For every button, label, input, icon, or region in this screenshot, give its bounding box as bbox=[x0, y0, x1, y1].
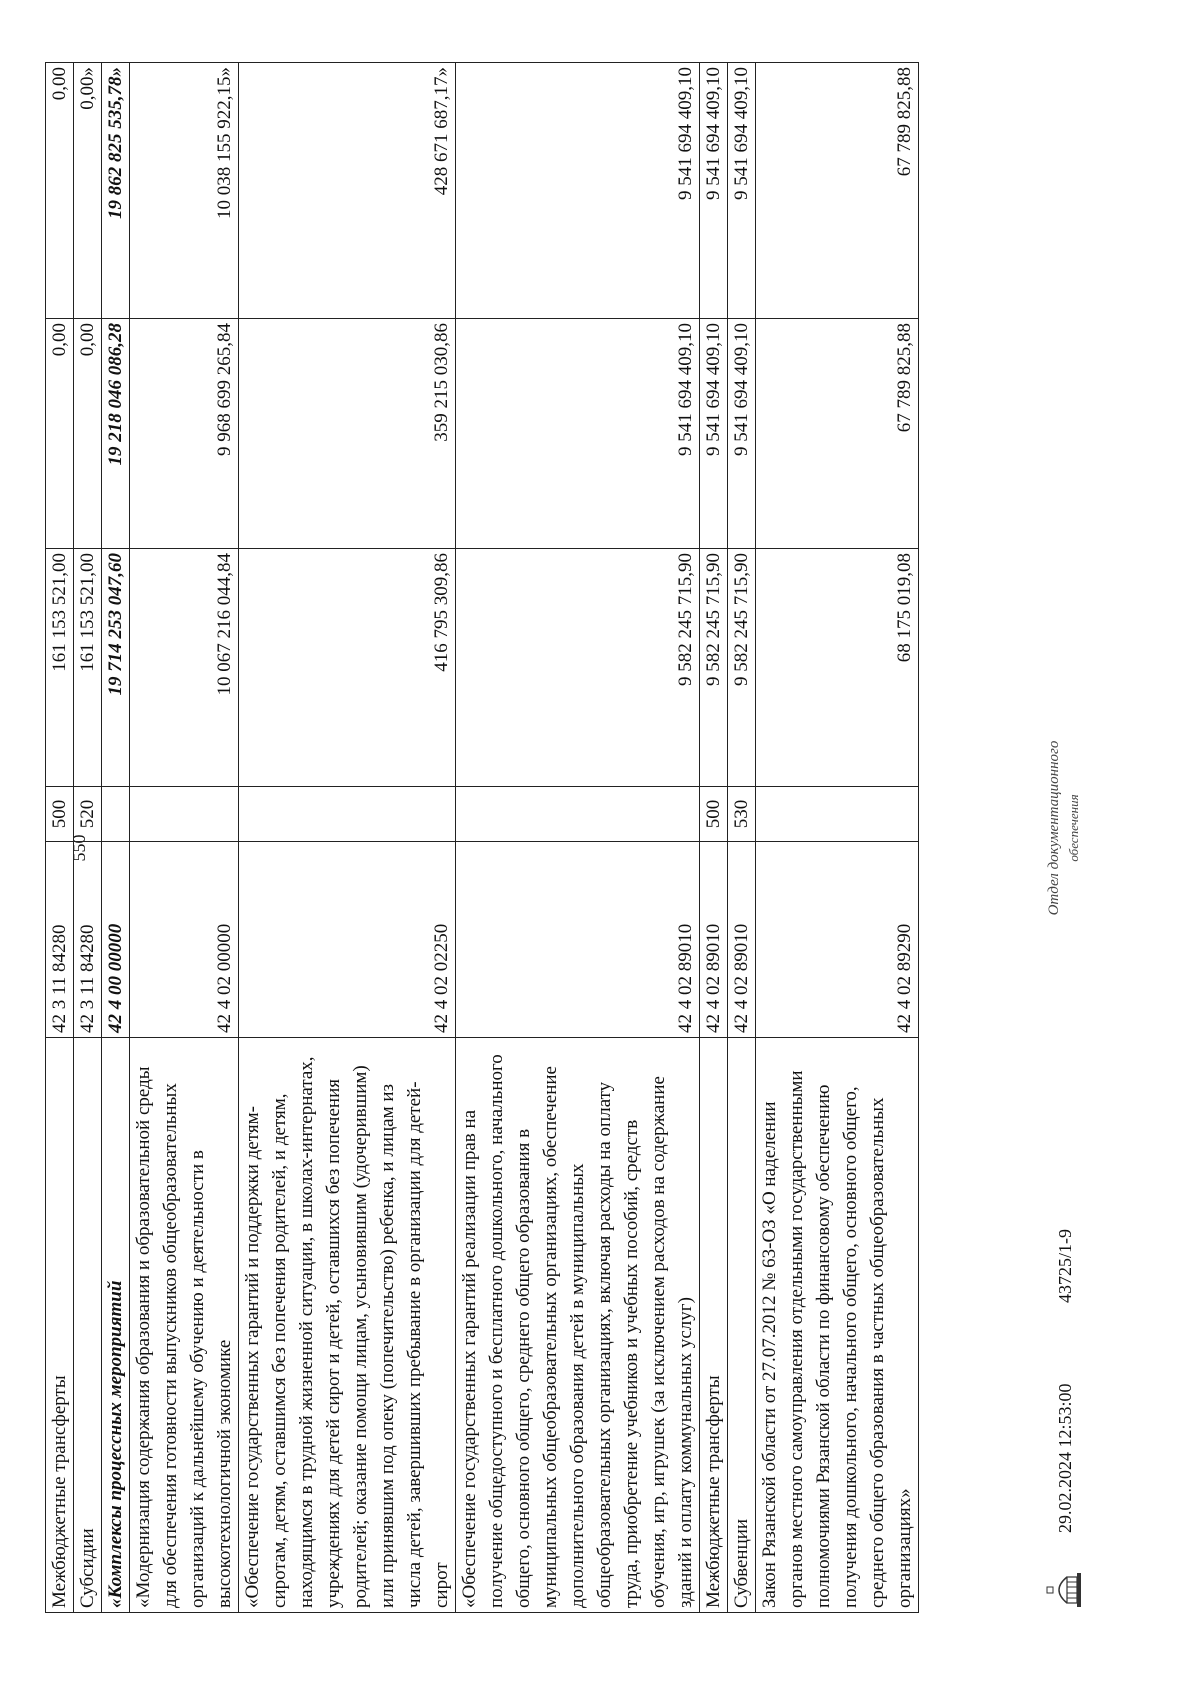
office-stamp bbox=[1045, 663, 1083, 993]
row-amount-2026-cell: 428 671 687,17» bbox=[239, 63, 456, 319]
table-row bbox=[700, 63, 728, 1613]
row-name-cell: Субсидии bbox=[74, 1038, 102, 1613]
row-amount-2025-cell: 9 541 694 409,10 bbox=[728, 319, 756, 549]
stamp-date: 29.02.2024 12:53:00 bbox=[1055, 1383, 1075, 1533]
stamp-document-id: 43725/1-9 bbox=[1055, 1229, 1075, 1303]
row-amount-2025-cell: 9 968 699 265,84 bbox=[130, 319, 239, 549]
row-amount-2025-cell: 19 218 046 086,28 bbox=[102, 319, 130, 549]
row-name-cell: Межбюджетные трансферты bbox=[700, 1038, 728, 1613]
row-name-cell: «Комплексы процессных мероприятий bbox=[102, 1038, 130, 1613]
budget-table bbox=[45, 62, 919, 1613]
document-footer bbox=[1045, 63, 1090, 1613]
row-code-cell: 42 4 02 89010 bbox=[700, 842, 728, 1038]
row-amount-2024-cell: 19 714 253 047,60 bbox=[102, 549, 130, 787]
table-row bbox=[46, 63, 74, 1613]
row-amount-2026-cell: 9 541 694 409,10 bbox=[700, 63, 728, 319]
row-amount-2024-cell: 10 067 216 044,84 bbox=[130, 549, 239, 787]
row-name-cell: Закон Рязанской области от 27.07.2012 № 63-ОЗ «О наделении органов местного самоуправления отдельными государственными полномочиями Рязанской области по финансовому обеспечению получения дошкольного, начального общего, основного общего, среднего общего образования в частных общеобразовательных организациях» bbox=[756, 1038, 919, 1613]
row-expense-type-cell bbox=[130, 787, 239, 842]
row-amount-2025-cell: 0,00 bbox=[46, 319, 74, 549]
row-code-cell: 42 4 02 89010 bbox=[728, 842, 756, 1038]
rotated-page-content bbox=[45, 63, 1090, 1613]
row-amount-2026-cell: 9 541 694 409,10 bbox=[456, 63, 700, 319]
budget-table-body bbox=[46, 63, 919, 1613]
row-amount-2026-cell: 19 862 825 535,78» bbox=[102, 63, 130, 319]
row-expense-type-cell bbox=[756, 787, 919, 842]
row-amount-2024-cell: 9 582 245 715,90 bbox=[728, 549, 756, 787]
row-code-cell: 42 4 02 89010 bbox=[456, 842, 700, 1038]
row-expense-type-cell: 530 bbox=[728, 787, 756, 842]
row-amount-2024-cell: 68 175 019,08 bbox=[756, 549, 919, 787]
row-expense-type-cell bbox=[102, 787, 130, 842]
row-amount-2025-cell: 0,00 bbox=[74, 319, 102, 549]
row-code-cell: 42 4 02 89290 bbox=[756, 842, 919, 1038]
office-stamp-line2: обеспечения bbox=[1066, 794, 1081, 862]
row-expense-type-cell: 500 bbox=[46, 787, 74, 842]
row-expense-type-cell bbox=[456, 787, 700, 842]
table-row bbox=[130, 63, 239, 1613]
table-row bbox=[456, 63, 700, 1613]
table-row bbox=[239, 63, 456, 1613]
row-name-cell: Межбюджетные трансферты bbox=[46, 1038, 74, 1613]
row-name-cell: Субвенции bbox=[728, 1038, 756, 1613]
row-code-cell: 42 4 02 00000 bbox=[130, 842, 239, 1038]
row-name-cell: «Модернизация содержания образования и образовательной среды для обеспечения готовности выпускников общеобразовательных организаций к дальнейшему обучению и деятельности в высокотехнологичной экономике bbox=[130, 1038, 239, 1613]
coat-of-arms-icon bbox=[1045, 1567, 1085, 1613]
page-number: 550 bbox=[69, 834, 89, 862]
row-expense-type-cell: 520 bbox=[74, 787, 102, 842]
row-amount-2026-cell: 67 789 825,88 bbox=[756, 63, 919, 319]
row-amount-2026-cell: 0,00 bbox=[46, 63, 74, 319]
row-amount-2024-cell: 416 795 309,86 bbox=[239, 549, 456, 787]
row-amount-2024-cell: 161 153 521,00 bbox=[74, 549, 102, 787]
row-amount-2024-cell: 9 582 245 715,90 bbox=[700, 549, 728, 787]
table-row bbox=[74, 63, 102, 1613]
row-code-cell: 42 4 00 00000 bbox=[102, 842, 130, 1038]
office-stamp-line1: Отдел документационного bbox=[1046, 740, 1062, 916]
table-row bbox=[102, 63, 130, 1613]
row-expense-type-cell: 500 bbox=[700, 787, 728, 842]
row-amount-2025-cell: 359 215 030,86 bbox=[239, 319, 456, 549]
row-amount-2026-cell: 9 541 694 409,10 bbox=[728, 63, 756, 319]
row-code-cell: 42 3 11 84280 bbox=[46, 842, 74, 1038]
row-amount-2026-cell: 0,00» bbox=[74, 63, 102, 319]
row-code-cell: 42 4 02 02250 bbox=[239, 842, 456, 1038]
row-amount-2025-cell: 67 789 825,88 bbox=[756, 319, 919, 549]
row-amount-2025-cell: 9 541 694 409,10 bbox=[456, 319, 700, 549]
table-row bbox=[728, 63, 756, 1613]
row-amount-2024-cell: 9 582 245 715,90 bbox=[456, 549, 700, 787]
table-row bbox=[756, 63, 919, 1613]
row-expense-type-cell bbox=[239, 787, 456, 842]
row-amount-2024-cell: 161 153 521,00 bbox=[46, 549, 74, 787]
row-name-cell: «Обеспечение государственных гарантий и поддержки детям-сиротам, детям, оставшимся без попечения родителей, и детям, находящимся в трудной жизненной ситуации, в школах-интернатах, учреждениях для детей сирот и детей, оставшихся без попечения родителей; оказание помощи лицам, усыновившим (удочерившим) или принявшим под опеку (попечительство) ребенка, и лицам из числа детей, завершивших пребывание в организации для детей-сирот bbox=[239, 1038, 456, 1613]
row-code-cell: 42 3 11 84280 bbox=[74, 842, 102, 1038]
row-amount-2026-cell: 10 038 155 922,15» bbox=[130, 63, 239, 319]
row-name-cell: «Обеспечение государственных гарантий реализации прав на получение общедоступного и бесплатного дошкольного, начального общего, основного общего, среднего общего образования в муниципальных общеобразовательных организациях, обеспечение дополнительного образования детей в муниципальных общеобразовательных организациях, включая расходы на оплату труда, приобретение учебников и учебных пособий, средств обучения, игр, игрушек (за исключением расходов на содержание зданий и оплату коммунальных услуг) bbox=[456, 1038, 700, 1613]
row-amount-2025-cell: 9 541 694 409,10 bbox=[700, 319, 728, 549]
